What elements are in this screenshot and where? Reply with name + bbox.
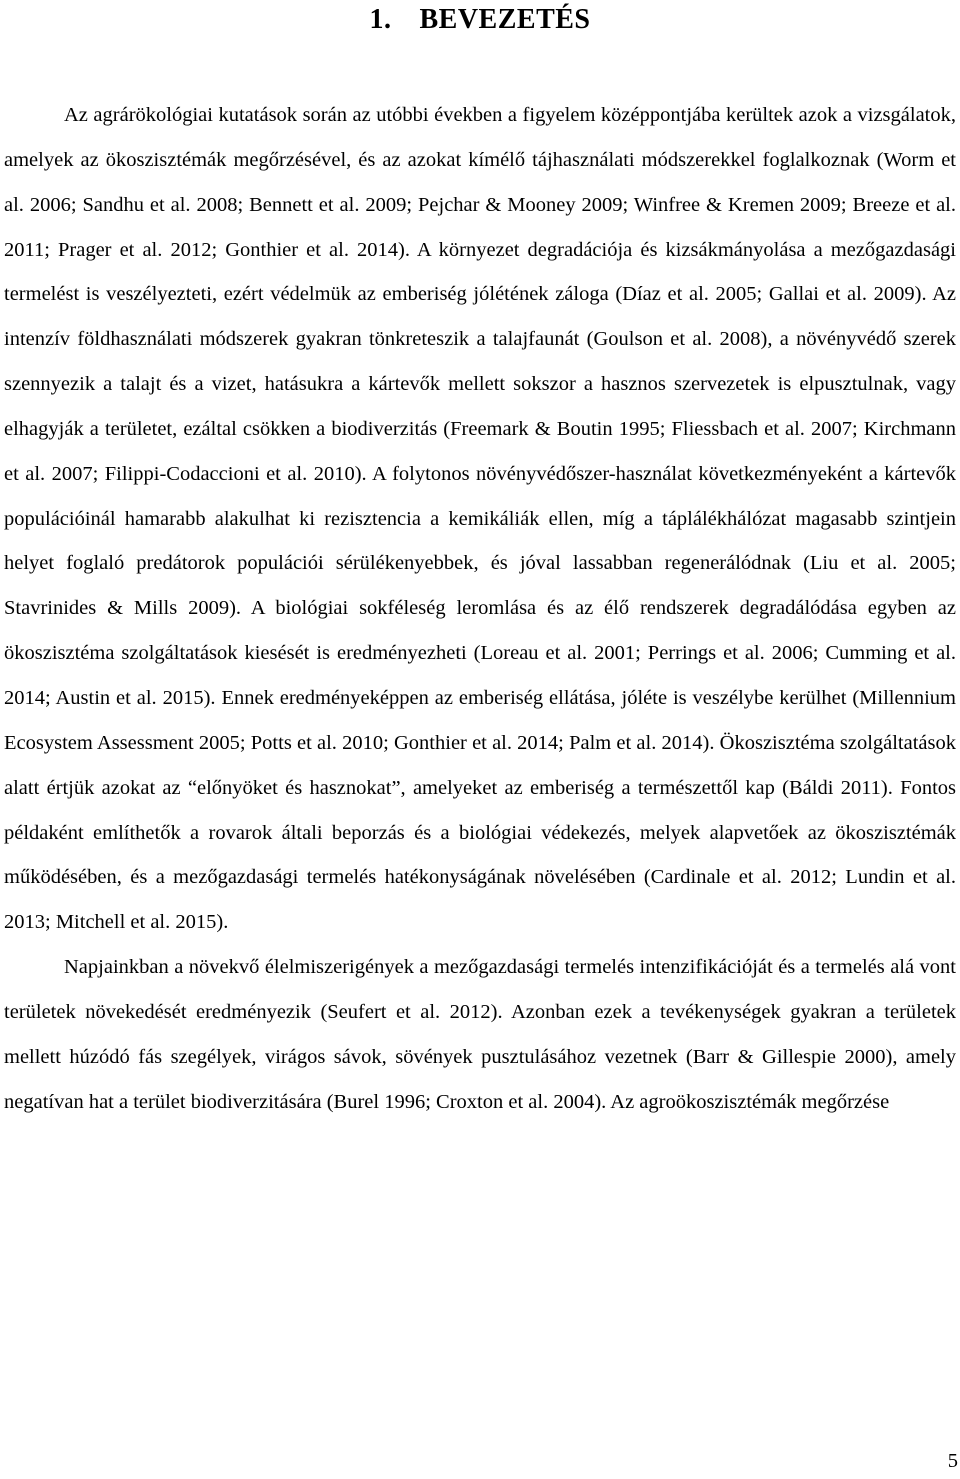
body-paragraph-2: Napjainkban a növekvő élelmiszerigények a mezőgazdasági termelés intenzifikációját és a termelés alá vont területek növekedését eredményezik (Seufert et al. 2012). Azonban ezek a tevékenységek gyakran a területek mellett húzódó fás szegélyek, virágos sávok, sövények pusztulásához vezetnek (Barr & Gillespie 2000), amely negatívan hat a terület biodiverzitására (Burel 1996; Croxton et al. 2004). Az agroökoszisztémák megőrzése (4, 956, 956, 1113)
section-title: BEVEZETÉS (419, 4, 591, 35)
page-number: 5 (947, 1450, 958, 1472)
section-heading (4, 0, 956, 38)
body-paragraph-1: Az agrárökológiai kutatások során az utóbbi években a figyelem középpontjába kerültek azok a vizsgálatok, amelyek az ökoszisztémák megőrzésével, és az azokat kímélő tájhasználati módszerekkel foglalkoznak (Worm et al. 2006; Sandhu et al. 2008; Bennett et al. 2009; Pejchar & Mooney 2009; Winfree & Kremen 2009; Breeze et al. 2011; Prager et al. 2012; Gonthier et al. 2014). A környezet degradációja és kizsákmányolása a mezőgazdasági termelést is veszélyezteti, ezért védelmük az emberiség jólétének záloga (Díaz et al. 2005; Gallai et al. 2009). Az intenzív földhasználati módszerek gyakran tönkreteszik a talajfaunát (Goulson et al. 2008), a növényvédő szerek szennyezik a talajt és a vizet, hatásukra a kártevők mellett sokszor a hasznos szervezetek is elpusztulnak, vagy elhagyják a területet, ezáltal csökken a biodiverzitás (Freemark & Boutin 1995; Fliessbach et al. 2007; Kirchmann et al. 2007; Filippi-Codaccioni et al. 2010). A folytonos növényvédőszer-használat következményeként a kártevők populációinál hamarabb alakulhat ki rezisztencia a kemikáliák ellen, míg a táplálékhálózat magasabb szintjein helyet foglaló predátorok populációi sérülékenyebbek, és jóval lassabban regenerálódnak (Liu et al. 2005; Stavrinides & Mills 2009). A biológiai sokféleség leromlása és az élő rendszerek degradálódása egyben az ökoszisztéma szolgáltatások kiesését is eredményezheti (Loreau et al. 2001; Perrings et al. 2006; Cumming et al. 2014; Austin et al. 2015). Ennek eredményeképpen az emberiség ellátása, jóléte is veszélybe kerülhet (Millennium Ecosystem Assessment 2005; Potts et al. 2010; Gonthier et al. 2014; Palm et al. 2014). Ökoszisztéma szolgáltatások alatt értjük azokat az “előnyöket és hasznokat”, amelyeket az emberiség a természettől kap (Báldi 2011). Fontos példaként említhetők a rovarok általi beporzás és a biológiai védekezés, melyek alapvetőek az ökoszisztémák működésében, és a mezőgazdasági termelés hatékonyságának növelésében (Cardinale et al. 2012; Lundin et al. 2013; Mitchell et al. 2015). (4, 104, 956, 934)
section-number: 1. (369, 4, 392, 35)
